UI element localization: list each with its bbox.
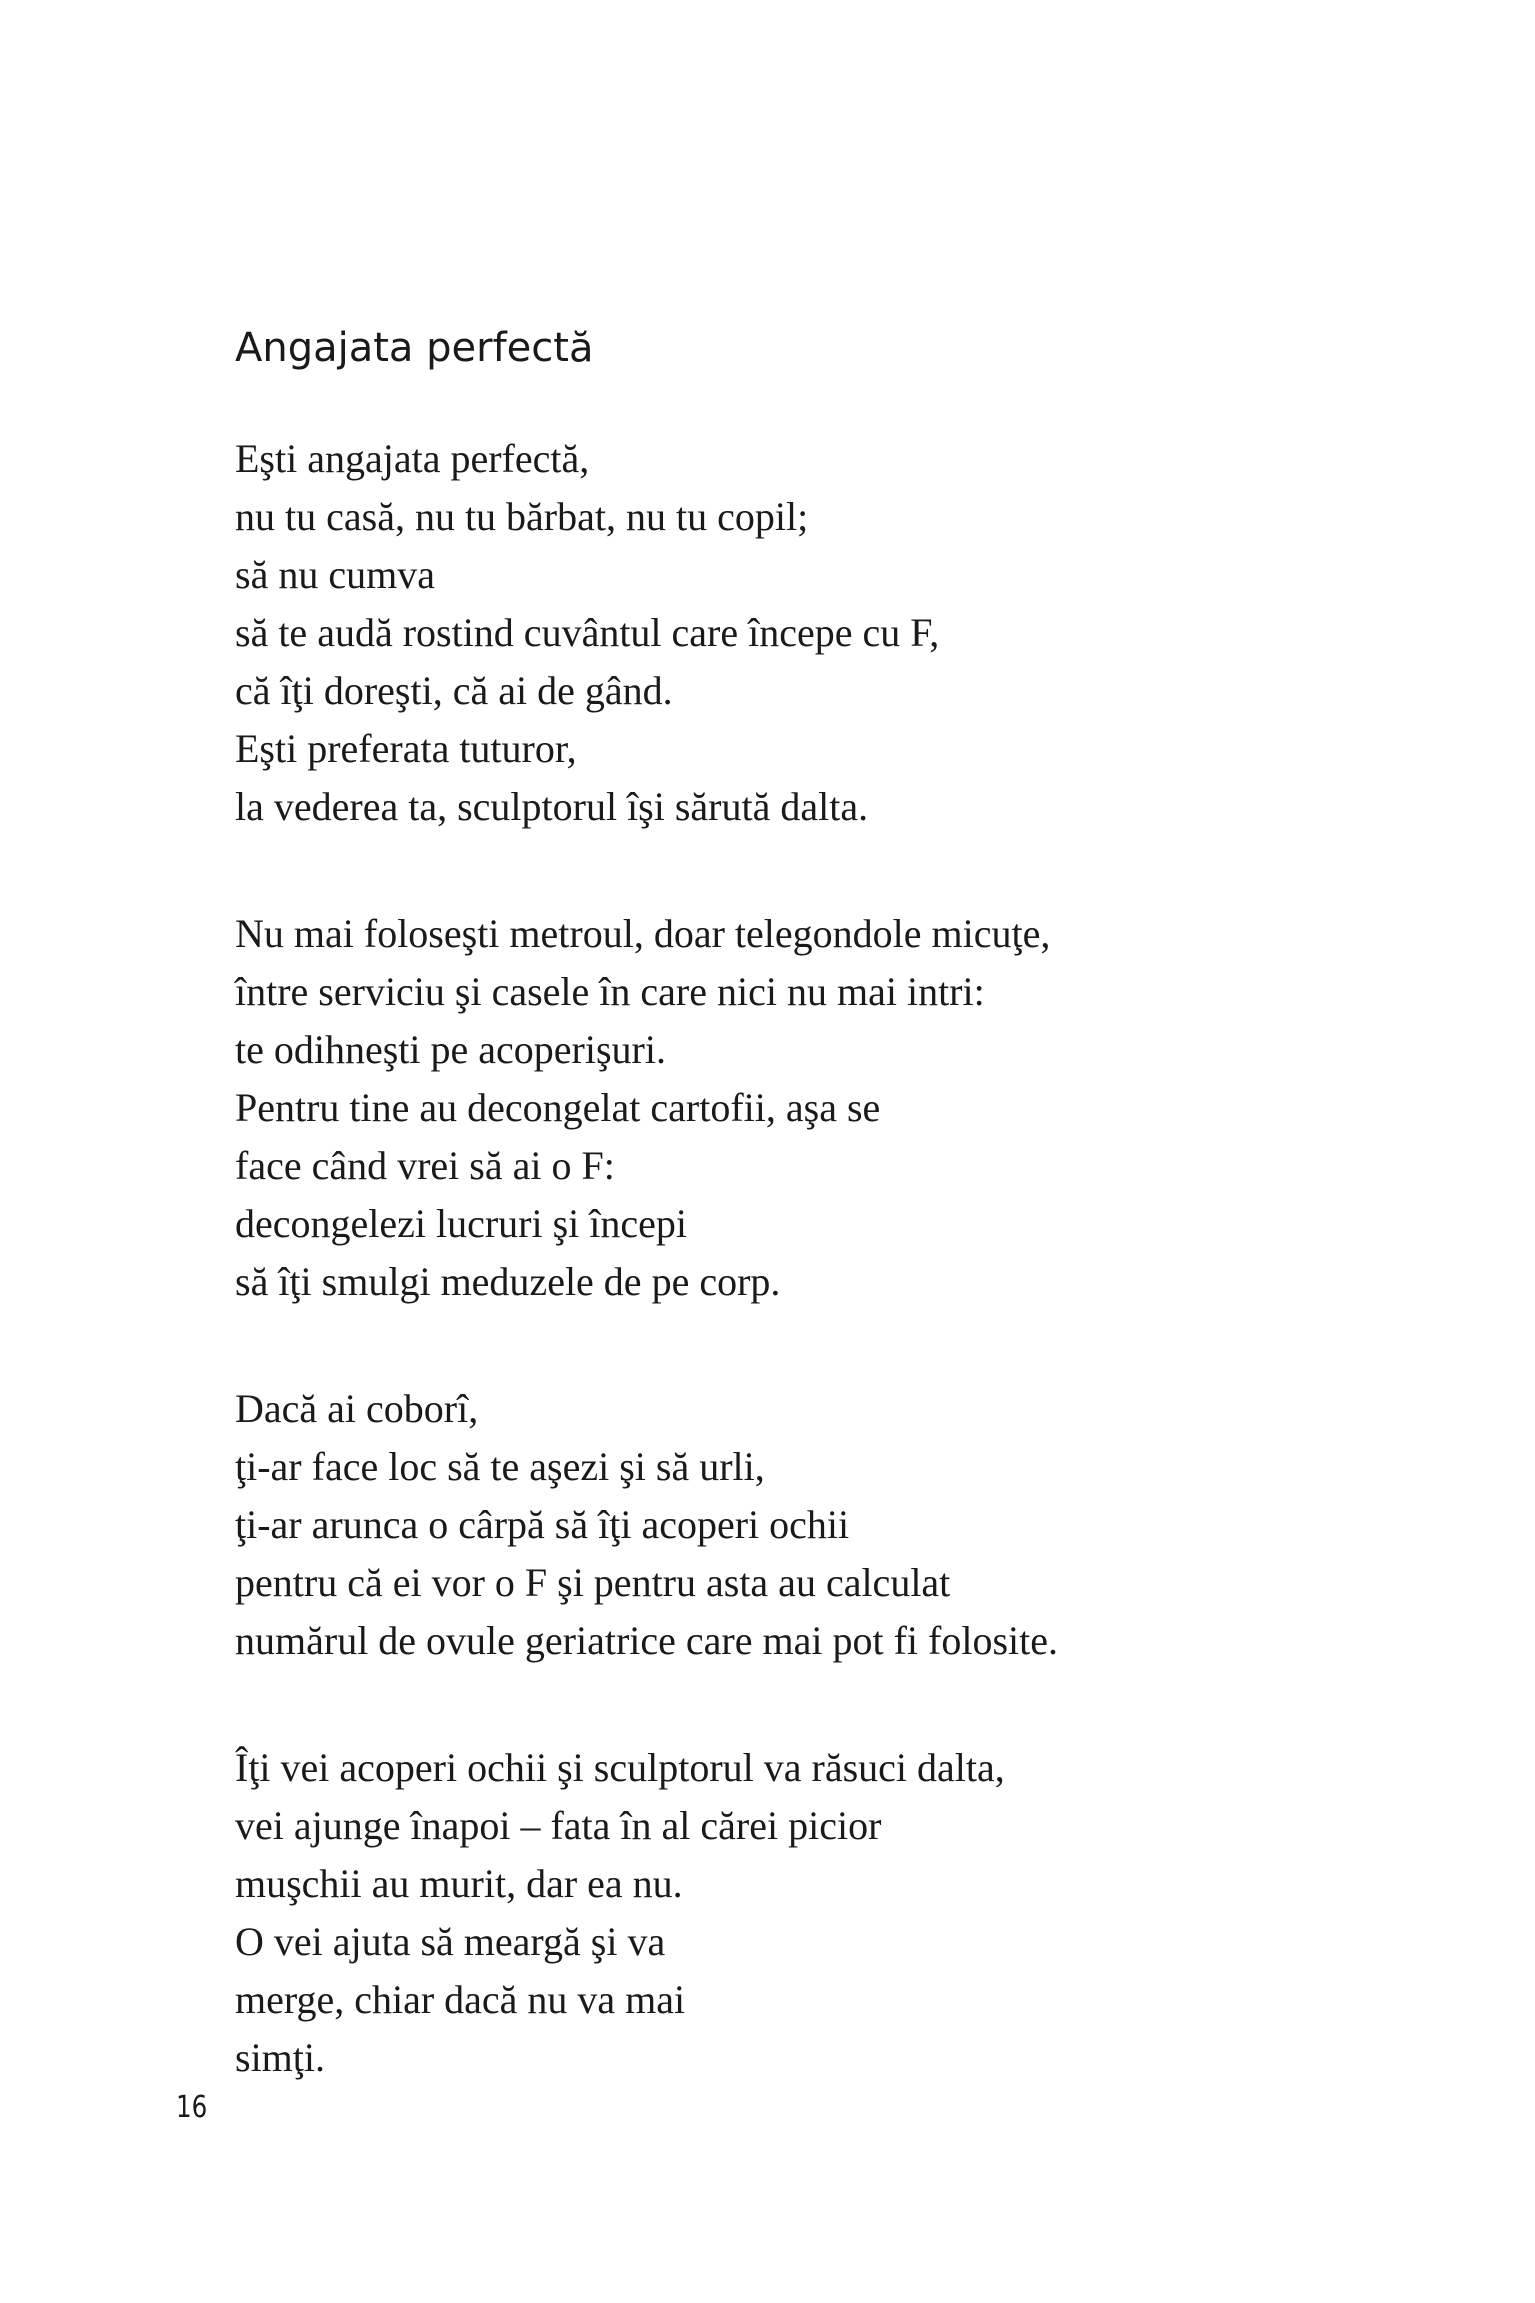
stanza-1 (235, 430, 1435, 836)
verse-line: te odihneşti pe acoperişuri. (235, 1027, 666, 1072)
verse-line: Dacă ai coborî, (235, 1386, 479, 1431)
stanza-3 (235, 1380, 1435, 1670)
verse-line: pentru că ei vor o F şi pentru asta au calculat (235, 1560, 951, 1605)
stanza-2 (235, 905, 1435, 1311)
verse-line: muşchii au murit, dar ea nu. (235, 1861, 683, 1906)
verse-line: nu tu casă, nu tu bărbat, nu tu copil; (235, 494, 809, 539)
verse-line: Eşti preferata tuturor, (235, 726, 577, 771)
verse-line: decongelezi lucruri şi începi (235, 1201, 688, 1246)
stanza-4 (235, 1739, 1435, 2087)
verse-line: merge, chiar dacă nu va mai (235, 1977, 686, 2022)
verse-line: Eşti angajata perfectă, (235, 436, 590, 481)
verse-line: numărul de ovule geriatrice care mai pot fi folosite. (235, 1618, 1059, 1663)
verse-line: că îţi doreşti, că ai de gând. (235, 668, 673, 713)
verse-line: simţi. (235, 2035, 326, 2080)
poem-body (235, 430, 1435, 2156)
page-number: 16 (176, 2090, 208, 2125)
verse-line: Pentru tine au decongelat cartofii, aşa se (235, 1085, 881, 1130)
verse-line: Îţi vei acoperi ochii şi sculptorul va răsuci dalta, (235, 1745, 1005, 1790)
verse-line: să îţi smulgi meduzele de pe corp. (235, 1259, 781, 1304)
verse-line: să te audă rostind cuvântul care începe cu F, (235, 610, 940, 655)
verse-line: ţi-ar face loc să te aşezi şi să urli, (235, 1444, 765, 1489)
verse-line: la vederea ta, sculptorul îşi sărută dalta. (235, 784, 869, 829)
verse-line: Nu mai foloseşti metroul, doar telegondole micuţe, (235, 911, 1051, 956)
verse-line: O vei ajuta să meargă şi va (235, 1919, 666, 1964)
verse-line: să nu cumva (235, 552, 435, 597)
verse-line: ţi-ar arunca o cârpă să îţi acoperi ochii (235, 1502, 850, 1547)
poem-title: Angajata perfectă (235, 325, 594, 371)
verse-line: între serviciu şi casele în care nici nu mai intri: (235, 969, 985, 1014)
verse-line: vei ajunge înapoi – fata în al cărei picior (235, 1803, 882, 1848)
verse-line: face când vrei să ai o F: (235, 1143, 615, 1188)
